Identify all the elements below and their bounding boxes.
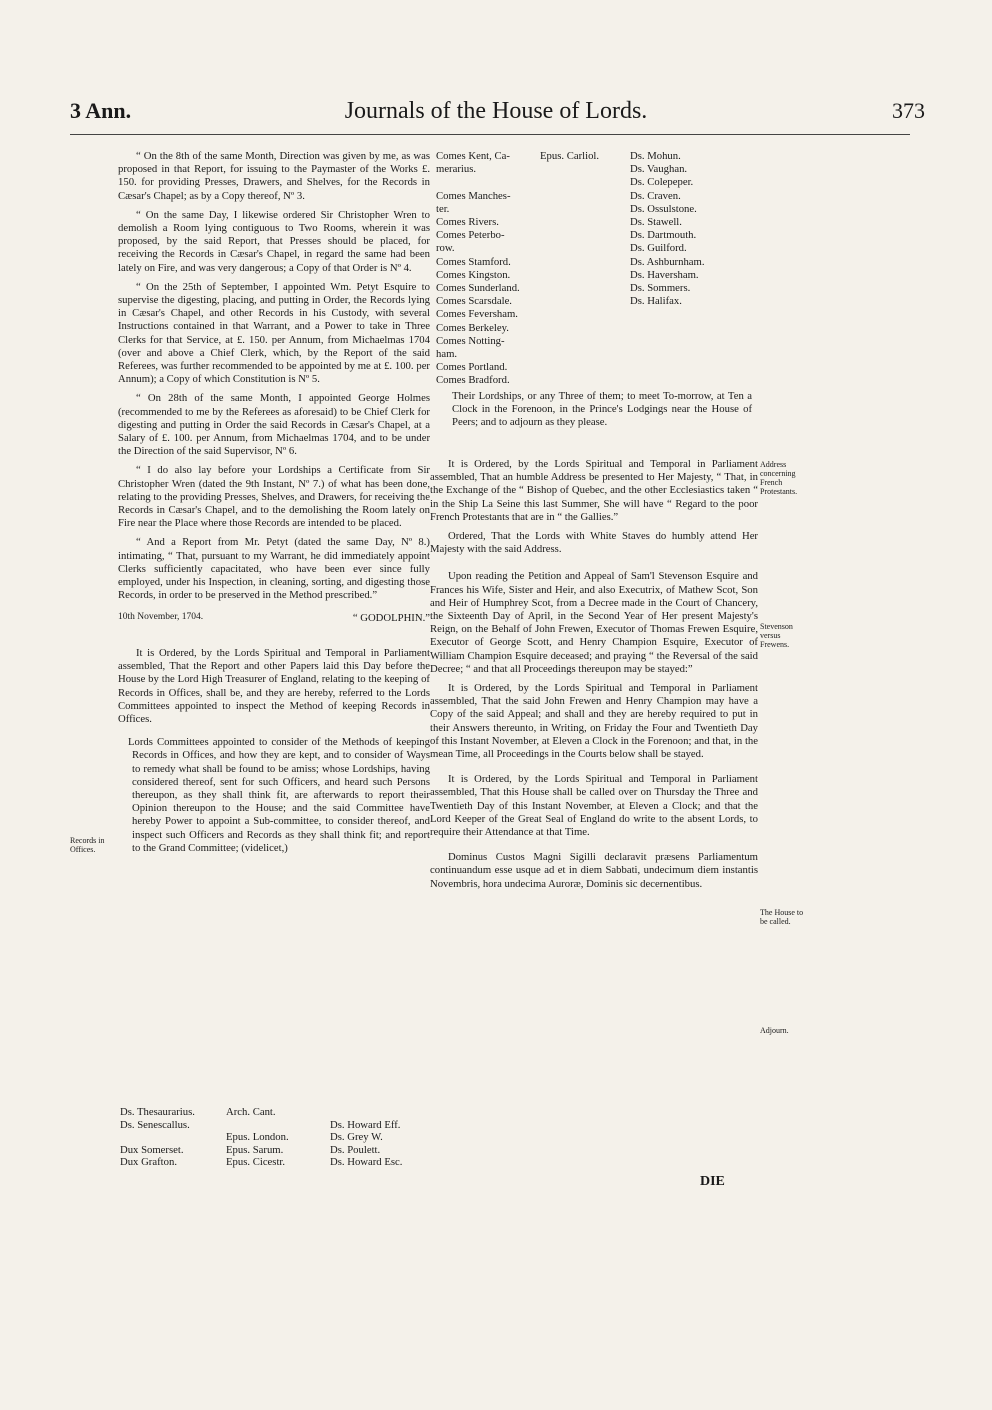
name-entry: Ds. Thesaurarius.	[120, 1106, 195, 1118]
name-entry: Epus. Carliol.	[540, 150, 600, 162]
adjournment: Dominus Custos Magni Sigilli declaravit præsens Parliamentum continuandum esse usque ad et in diem Sabbati, undecimum diem instantis Novembris, hora undecima Auroræ, Dominis sic decernentibus.	[430, 851, 758, 890]
name-entry: Ds. Colepeper.	[630, 176, 694, 189]
margin-note-house-called: The House to be called.	[760, 908, 804, 926]
names-column-3	[330, 1106, 402, 1169]
lordships-meeting: Their Lordships, or any Three of them; to meet To-morrow, at Ten a Clock in the Forenoon, in the Prince's Lodgings near the House of Peers; and to adjourn as they please.	[452, 390, 752, 429]
names-domini	[630, 150, 705, 308]
paragraph: “ And a Report from Mr. Petyt (dated the same Day, Nº 8.) intimating, “ That, pursuant to my Warrant, he did immediately appoint Clerks sufficiently capacitated, who have been ever since fully employed, under his Inspection, in cleaning, sorting, and digesting those Records, in order to be preserved in the Method prescribed.”	[118, 536, 430, 602]
name-entry: Ds. Howard Esc.	[330, 1156, 403, 1168]
white-staves-order: Ordered, That the Lords with White Staves do humbly attend Her Majesty with the said Address.	[430, 530, 758, 556]
paragraph: “ On the 25th of September, I appointed Wm. Petyt Esquire to supervise the digesting, placing, and putting in Order, the Records lying in Cæsar's Chapel, and other Records in his Custody, with several Instructions contained in that Warrant, and a Power to take in Three Clerks for that Service, at £. 150. per Annum, from Michaelmas 1704 (over and above a Chief Clerk, which, by the Report of the said Referees, was further recommended to be appointed by me at £. 100. per Annum); a Copy of which Constitution is Nº 5.	[118, 280, 430, 386]
address-order: It is Ordered, by the Lords Spiritual and Temporal in Parliament assembled, That an humble Address be presented to Her Majesty, “ That, in the Exchange of the “ Bishop of Quebec, and the other Ecclesiastics taken “ in the Ship La Seine this last Summer, She will have “ Regard to the poor French Protestants that are in “ the Gallies.”	[430, 458, 758, 523]
header-title: Journals of the House of Lords.	[344, 98, 648, 124]
name-entry: Comes Portland.	[436, 361, 508, 374]
name-entry: Comes Stamford.	[436, 255, 511, 268]
name-entry: Ds. Dartmouth.	[630, 229, 697, 242]
name-entry: Comes Notting-	[436, 334, 505, 347]
names-epus	[540, 150, 599, 163]
name-entry: merarius.	[436, 163, 477, 176]
name-entry: Epus. Sarum.	[226, 1143, 284, 1156]
name-entry: Ds. Mohun.	[630, 150, 681, 162]
name-entry	[120, 1131, 195, 1144]
name-entry: Comes Sunderland.	[436, 282, 520, 295]
committee-names	[118, 1106, 430, 1176]
name-entry: Ds. Senescallus.	[120, 1118, 190, 1131]
name-entry: Epus. Cicestr.	[226, 1156, 286, 1168]
name-entry: Ds. Ashburnham.	[630, 255, 705, 268]
names-comites	[436, 150, 520, 388]
records-order: It is Ordered, by the Lords Spiritual and Temporal in Parliament assembled, That the Report and other Papers laid this Day before the House by the Lord High Treasurer of England, relating to the keeping of Records in Offices, shall be, and they are hereby, referred to the Lords Committees appointed to inspect the Method of keeping Records in Offices.	[118, 646, 430, 725]
name-entry: Ds. Grey W.	[330, 1131, 383, 1143]
left-column	[118, 150, 430, 861]
margin-note-address: Address concerning French Protestants.	[760, 460, 798, 496]
name-entry: Comes Kingston.	[436, 268, 511, 281]
paragraph: “ I do also lay before your Lordships a Certificate from Sir Christopher Wren (dated the 9th Instant, Nº 7.) of what has been done, relating to the providing Presses, Shelves, and Drawers, for receiving the Records in Cæsar's Chapel, and to the demolishing the Room lately on Fire near the Place where those Records are intended to be placed.	[118, 464, 430, 530]
name-entry: Ds. Sommers.	[630, 282, 691, 295]
name-entry: Ds. Vaughan.	[630, 163, 688, 176]
name-entry: ham.	[436, 348, 458, 361]
call-house-order: It is Ordered, by the Lords Spiritual and Temporal in Parliament assembled, That this House shall be called over on Thursday the Three and Twentieth Day of this Instant November, at Eleven a Clock; and that the Lord Keeper of the Great Seal of England do write to the absent Lords, to require their Attendance at that Time.	[430, 773, 758, 839]
name-entry: Ds. Craven.	[630, 189, 681, 202]
appeal-paragraph: Upon reading the Petition and Appeal of Sam'l Stevenson Esquire and Frances his Wife, Sister and Heir, and also Executrix, of Mathew Scot, Son and Heir of Humphrey Scot, from a Decree made in the Court of Chancery, the Sixteenth Day of April, in the Second Year of Her present Majesty's Reign, on the Behalf of John Frewen, Executor of Thomas Frewen Esquire, Executor of George Scott, and Henry Champion Esquire, Executor of William Champion Esquire deceased; and praying “ the Reversal of the said Decree; “ and that all Proceedings thereupon may be stayed:”	[430, 570, 758, 675]
names-column-1	[120, 1106, 195, 1169]
name-entry: Comes Bradford.	[436, 374, 510, 387]
name-entry: Ds. Poulett.	[330, 1143, 381, 1156]
name-entry	[436, 176, 520, 189]
margin-note-records: Records in Offices.	[70, 836, 105, 854]
appeal-order: It is Ordered, by the Lords Spiritual and Temporal in Parliament assembled, That the said John Frewen and Henry Champion may have a Copy of the said Appeal; and shall and they are hereby required to put in their Answers thereunto, in Writing, on Friday the Four and Twentieth Day of this Instant November, at Eleven a Clock in the Forenoon; and that, in the mean Time, all Proceedings in the Courts below shall be stayed.	[430, 682, 758, 761]
name-entry: Ds. Ossulstone.	[630, 202, 697, 215]
signature: “ GODOLPHIN.”	[352, 611, 430, 624]
right-column	[430, 458, 758, 897]
name-entry	[330, 1106, 402, 1119]
paragraph: “ On the 8th of the same Month, Direction was given by me, as was proposed in that Report, for issuing to the Paymaster of the Works £. 150. for providing Presses, Drawers, and Shelves, for the Records in Cæsar's Chapel; as by a Copy thereof, Nº 3.	[118, 150, 430, 202]
name-entry: Comes Manches-	[436, 189, 511, 202]
name-entry: Comes Berkeley.	[436, 321, 509, 334]
margin-note-stevenson: Stevenson versus Frewens.	[760, 622, 793, 649]
name-entry: ter.	[436, 202, 450, 215]
name-entry: Comes Feversham.	[436, 308, 518, 321]
name-entry: Ds. Guilford.	[630, 242, 687, 255]
name-entry: Ds. Halifax.	[630, 295, 682, 308]
name-entry: Comes Kent, Ca-	[436, 150, 510, 162]
name-entry: Ds. Howard Eff.	[330, 1118, 401, 1131]
catchword: DIE	[700, 1174, 725, 1189]
name-entry: Arch. Cant.	[226, 1106, 276, 1118]
name-entry: Dux Grafton.	[120, 1156, 177, 1168]
paragraph: “ On 28th of the same Month, I appointed George Holmes (recommended to me by the Referees as aforesaid) to be Chief Clerk for digesting and putting in Order the said Records in Cæsar's Chapel, at a Salary of £. 100. per Annum, from Michaelmas 1704, and to be under the Direction of the said Supervisor, Nº 6.	[118, 392, 430, 458]
name-entry: Comes Rivers.	[436, 216, 499, 229]
names-column-2	[226, 1106, 289, 1169]
date-line: 10th November, 1704.	[118, 611, 204, 622]
header-page-number: 373	[892, 98, 925, 123]
header-rule	[70, 134, 910, 135]
name-entry: Dux Somerset.	[120, 1143, 184, 1156]
name-entry: Comes Peterbo-	[436, 229, 505, 242]
name-entry: Comes Scarsdale.	[436, 295, 512, 308]
name-entry: Ds. Haversham.	[630, 268, 699, 281]
paragraph: “ On the same Day, I likewise ordered Sir Christopher Wren to demolish a Room lying contiguous to Two Rooms, wherein it was proposed, by the said Report, that Presses should be placed, for receiving the Records in Cæsar's Chapel, in regard the same had been lately on Fire, and was very dangerous; a Copy of that Order is Nº 4.	[118, 208, 430, 274]
name-entry: row.	[436, 242, 455, 255]
committee-paragraph: Lords Committees appointed to consider of the Methods of keeping Records in Offices, and how they are kept, and to consider of Ways to remedy what shall be found to be amiss; whose Lordships, having considered thereof, sent for such Officers, and heard such Persons thereupon, as they shall think fit, are afterwards to report their Opinion thereupon to the House; and the said Committee have hereby Power to appoint a Sub-committee, to consider thereof, and inspect such Officers and Records as they shall think fit; and report to the Grand Committee; (videlicet,)	[128, 736, 430, 854]
margin-note-adjourn: Adjourn.	[760, 1026, 789, 1035]
name-entry	[226, 1119, 289, 1132]
name-entry: Ds. Stawell.	[630, 216, 682, 229]
header-regnal-year: 3 Ann.	[70, 98, 132, 123]
name-entry: Epus. London.	[226, 1131, 289, 1143]
